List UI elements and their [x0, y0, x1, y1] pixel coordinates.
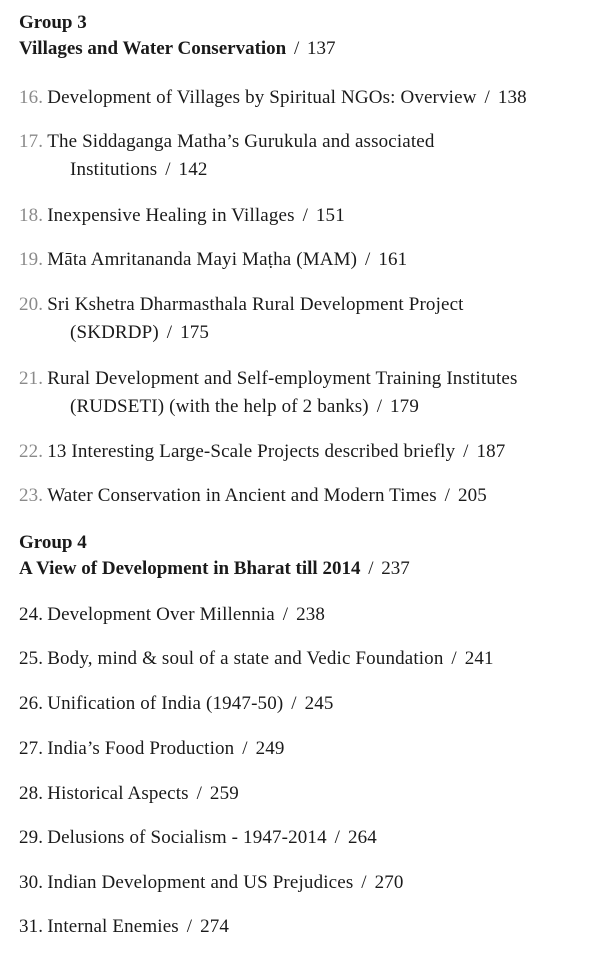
entry-number: 26.	[19, 693, 44, 714]
entry-title: Development Over Millennia	[47, 604, 275, 625]
entry-title: Water Conservation in Ancient and Modern Times	[47, 485, 437, 506]
entry-number: 18.	[19, 205, 44, 226]
toc-entry-22[interactable]: 22. 13 Interesting Large-Scale Projects described briefly / 187	[19, 441, 506, 462]
toc-entry-24[interactable]: 24. Development Over Millennia / 238	[19, 604, 326, 625]
group-4-header	[19, 530, 589, 582]
group-title-line: Villages and Water Conservation / 137	[19, 38, 336, 59]
entry-page: 264	[347, 827, 377, 848]
entry-title: Rural Development and Self-employment Training Institutes	[47, 368, 518, 389]
entry-number: 16.	[19, 87, 44, 108]
entry-page: 138	[497, 87, 527, 108]
entry-page: 151	[315, 205, 345, 226]
entry-number: 27.	[19, 738, 44, 759]
entry-title: Internal Enemies	[47, 916, 179, 937]
group-3-header	[19, 10, 589, 62]
group-page: 237	[381, 558, 410, 579]
entry-title: Historical Aspects	[47, 783, 189, 804]
toc-entry-25[interactable]: 25. Body, mind & soul of a state and Vedic Foundation / 241	[19, 648, 494, 669]
group-title-line: A View of Development in Bharat till 2014 / 237	[19, 558, 410, 579]
entry-page: 179	[390, 396, 419, 417]
entry-page: 161	[378, 249, 408, 270]
entry-number: 31.	[19, 916, 44, 937]
entry-title: The Siddaganga Matha’s Gurukula and associated	[47, 131, 435, 152]
entry-number: 30.	[19, 872, 44, 893]
entry-page: 238	[296, 604, 326, 625]
toc-entry-20[interactable]: 20. Sri Kshetra Dharmasthala Rural Development Project (SKDRDP) / 175	[19, 294, 464, 343]
entry-page: 270	[374, 872, 404, 893]
toc-entry-19[interactable]: 19. Māta Amritananda Mayi Maṭha (MAM) / 161	[19, 249, 408, 270]
entry-page: 142	[178, 159, 208, 180]
group-page: 137	[307, 38, 336, 59]
toc-entry-30[interactable]: 30. Indian Development and US Prejudices / 270	[19, 872, 404, 893]
entry-number: 29.	[19, 827, 44, 848]
entry-number: 17.	[19, 131, 44, 152]
entry-number: 19.	[19, 249, 44, 270]
entry-title: Indian Development and US Prejudices	[47, 872, 354, 893]
entry-title-continued: (RUDSETI) (with the help of 2 banks)	[70, 396, 369, 417]
entry-title: India’s Food Production	[47, 738, 235, 759]
entry-page: 241	[464, 648, 494, 669]
entry-title: Māta Amritananda Mayi Maṭha (MAM)	[47, 249, 358, 270]
entry-number: 24.	[19, 604, 44, 625]
entry-number: 23.	[19, 485, 44, 506]
toc-entry-27[interactable]: 27. India’s Food Production / 249	[19, 738, 285, 759]
toc-entry-28[interactable]: 28. Historical Aspects / 259	[19, 783, 239, 804]
entry-page: 175	[180, 322, 210, 343]
toc-entry-16[interactable]: 16. Development of Villages by Spiritual NGOs: Overview / 138	[19, 87, 527, 108]
toc-entry-29[interactable]: 29. Delusions of Socialism - 1947-2014 / 264	[19, 827, 377, 848]
toc-entry-26[interactable]: 26. Unification of India (1947-50) / 245	[19, 693, 334, 714]
toc-entry-21[interactable]: 21. Rural Development and Self-employment Training Institutes (RUDSETI) (with the help of 2 banks) / 179	[19, 368, 518, 417]
entry-page: 205	[457, 485, 487, 506]
group-label: Group 4	[19, 532, 87, 553]
entry-page: 245	[304, 693, 334, 714]
entry-title-continued: Institutions	[70, 159, 158, 180]
entry-page: 249	[255, 738, 285, 759]
entry-number: 25.	[19, 648, 44, 669]
entry-number: 20.	[19, 294, 44, 315]
toc-entry-31[interactable]: 31. Internal Enemies / 274	[19, 916, 230, 937]
toc-entry-18[interactable]: 18. Inexpensive Healing in Villages / 151	[19, 205, 345, 226]
entry-title: Delusions of Socialism - 1947-2014	[47, 827, 327, 848]
entry-title: 13 Interesting Large-Scale Projects described briefly	[47, 441, 456, 462]
entry-number: 21.	[19, 368, 44, 389]
entry-page: 259	[209, 783, 239, 804]
group-label: Group 3	[19, 12, 87, 33]
group-title: A View of Development in Bharat till 2014	[19, 558, 361, 579]
entry-page: 187	[476, 441, 506, 462]
toc-entry-23[interactable]: 23. Water Conservation in Ancient and Modern Times / 205	[19, 485, 487, 506]
entry-number: 28.	[19, 783, 44, 804]
entry-number: 22.	[19, 441, 44, 462]
entry-title: Sri Kshetra Dharmasthala Rural Development Project	[47, 294, 464, 315]
entry-title: Inexpensive Healing in Villages	[47, 205, 295, 226]
group-title: Villages and Water Conservation	[19, 38, 287, 59]
entry-page: 274	[200, 916, 230, 937]
entry-title: Development of Villages by Spiritual NGOs: Overview	[47, 87, 477, 108]
entry-title: Unification of India (1947-50)	[47, 693, 284, 714]
toc-entry-17[interactable]: 17. The Siddaganga Matha’s Gurukula and associated Institutions / 142	[19, 131, 435, 180]
entry-title: Body, mind & soul of a state and Vedic Foundation	[47, 648, 444, 669]
entry-title-continued: (SKDRDP)	[70, 322, 159, 343]
